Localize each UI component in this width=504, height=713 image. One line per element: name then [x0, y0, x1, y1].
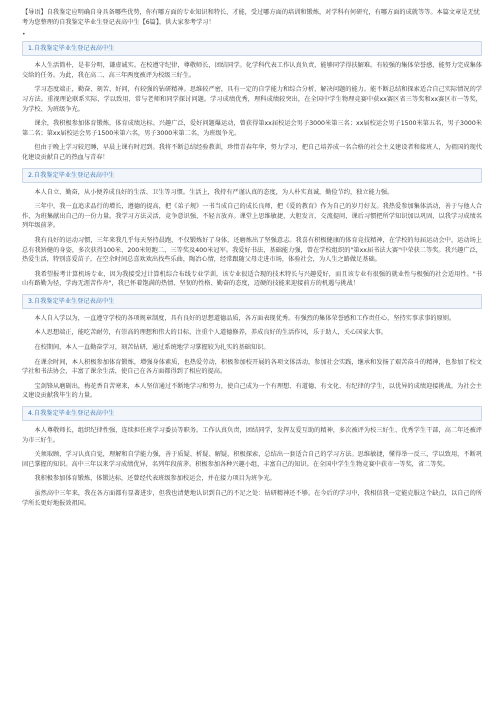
- paragraph: 在校期间，本人一直勤奋学习，刻苦钻研，通过系统地学习掌握较为扎实的基础知识。: [34, 344, 270, 352]
- paragraph: 我积极参加体育锻炼，体锻达标，还曾经代表班级参加校运会，并在接力项目为班争光。: [34, 475, 276, 483]
- bullet-marker: •: [22, 31, 26, 39]
- paragraph: 本人尊敬师长，组织纪律性强，连续担任班学习委员等职务。工作认真负责，团结同学，发挥友爱互助的精神，多次被评为校三好生、优秀学生干部，高二年还被评为市三好生。: [22, 427, 482, 444]
- paragraph: 学习态度端正，勤奋、刻苦、好问，有较强的钻研精神。思维较严密，具有一定的自学能力和综合分析、解决问题的能力。能不断总结和探索适合自己实际情况的学习方法。重视理论联系实际，学以致用，常与老师和同学探讨问题。学习成绩优秀，理科成绩较突出，在全国中学生物理竞赛中获xx赛区省三等奖和xx赛区市一等奖，为学校、为班级争光。: [22, 86, 482, 113]
- paragraph: 本人自立、勤奋，从小便养成良好的生活、卫生等习惯。生活上，我持有严谨认真的态度，为人朴实真诚，勤俭节约，独立能力强。: [34, 188, 394, 196]
- section-heading[interactable]: 2.自我鉴定毕业生登记表高中生: [22, 168, 482, 183]
- section-4: [22, 406, 482, 508]
- intro-text: 【导语】自我鉴定应明确自身具备哪些优势，你有哪方面的专业知识和特长、才能，受过哪方面的培训和锻炼，对学科有何研究，有哪方面的成就等等。本篇文章是无忧考为您整理的自我鉴定毕业生登记表高中生【6篇】，供大家参考学习！: [22, 9, 480, 26]
- section-2: [22, 168, 482, 289]
- paragraph: 本人思想端正，能吃苦耐劳，有崇高的理想和伟大的目标，注重个人道德修养，养成良好的生活作风，乐于助人，关心国家大事。: [34, 329, 388, 337]
- section-heading[interactable]: 4.自我鉴定毕业生登记表高中生: [22, 406, 482, 421]
- section-heading[interactable]: 1.自我鉴定毕业生登记表高中生: [22, 41, 482, 56]
- section-3: [22, 294, 482, 401]
- paragraph: 本人自入学以为，一直遵守学校的各项规章制度，具有良好的思想道德品质，各方面表现优秀。有强烈的集体荣誉感和工作责任心，坚持实事求事的原则。: [34, 314, 456, 322]
- section-1: [22, 41, 482, 162]
- section-heading[interactable]: 3.自我鉴定毕业生登记表高中生: [22, 294, 482, 309]
- paragraph: 课余，我积极参加体育锻炼，体育成绩达标。兴趣广泛，爱好问题爆运动，曾获得第xx届校运会男子3000米第三名；xx届校运会男子1500米第五名，男子3000米第二名；第xx届校运会男子1500米第六名，男子3000米第二名，为班级争光。: [22, 120, 482, 137]
- paragraph: 三年中，我一直追求品行的增长，遵德的提高，把《弟子规》一书当成自己的成长良师，把《爱的教育》作为自己的岁月好友。我热爱参加集体活动，善于与他人合作，为班集献出自己的一份力量。我学习方法灵活，竞争意识强，不轻言放弃。课堂上思维敏捷，大胆发言，交流提问，课后习惯把所学知识加以巩固，以我学习成绩名列年级前茅。: [22, 203, 482, 230]
- paragraph: 在课余时间，本人积极参加体育锻炼，增强身体素质，也热爱劳动，积极参加校开展的各项文体活动，参加社会实践，继承和发扬了艰苦奋斗的精神，也参加了校文学社和书法协会，丰富了课余生活，使自己在各方面都得到了相应的提高。: [22, 358, 482, 376]
- paragraph: 我希望报考计算机场专业，因为我接受过计算机综合布线专业学训，该专业很适合现的技术特长与兴趣爱好，而且该专业有很强的就业性与极强的社会适用性。"书山有路勤为径，学海无涯苦作舟"，我已怀着饱满的热情、坚韧的性格、勤奋的态度，迈硬的技能来迎接前方的机遇与挑战！: [22, 270, 482, 288]
- paragraph: 我有良好的运动习惯，三年来我几乎每天坚持晨跑，不仅锻炼好了身体，还磨炼出了坚强意志。我喜有积极健康的体育竞技精神，在学校的每届运动会中，运动场上总有我矫健的身姿，多次获得100米，200米短跑二、三等奖及400米冠军。我爱好书法，基础能力强，曾在学校组织的"第xx届书法大赛"中荣获二等奖。我兴趣广泛，热爱生活，特别喜爱苗子，在空余时间总喜欢欢出找些乐曲，陶冶心情，经常跟随父母走进市场，体验社会，为人生之路做足基础。: [22, 236, 482, 264]
- paragraph: 本人生活简朴，是非分明，谦虚诚实。在校遵守纪律，尊敬师长，团结同学。化学科代表工作认真负责，能够同学得扶解难。有较强的集体荣誉感，能努力完成集体交给的任务。为此，我在高二、高三年两度被评为校级三好生。: [22, 62, 482, 79]
- paragraph: 关须取顾，学习认真自觉，理解和自学能力强，善于质疑、析疑、解疑，积极探索，总结出一套适合自己的学习方法。思维敏捷，懂得举一反三，学以致用，不断巩固已掌握的知识。高中三年以来学习成绩优异，名列年段前茅。积极参加各种兴趣小组，丰富自己的知识。在全国中学生生物竞赛中获市一等奖，省二等奖。: [22, 451, 482, 468]
- paragraph: 但由于晚上学习较迟睡，早晨上课有时迟到。我将不断总结经验教训，珍惜青春年华，努力学习，把自己培养成一名合格的社会主义建设者和接班人，为祖国的现代化建设贡献自己的热血与青春！: [22, 144, 482, 161]
- paragraph: 宝剑锋从磨砺出，梅花香自苦寒来，本人坚信通过不断地学习和努力，使自己成为一个有理想、有道德、有文化、有纪律的学生，以优异的成绩迎接挑战，为社会主义建设贡献我毕生的力量。: [22, 382, 482, 400]
- paragraph: 虽然高中三年来，我在各方面都有显著进步，但我也清楚地认识到自己的不足之处：钻研精神还不够。在今后的学习中，我相信我一定能克服这个缺点，以自己的所学所长更好地报效祖国。: [22, 490, 482, 507]
